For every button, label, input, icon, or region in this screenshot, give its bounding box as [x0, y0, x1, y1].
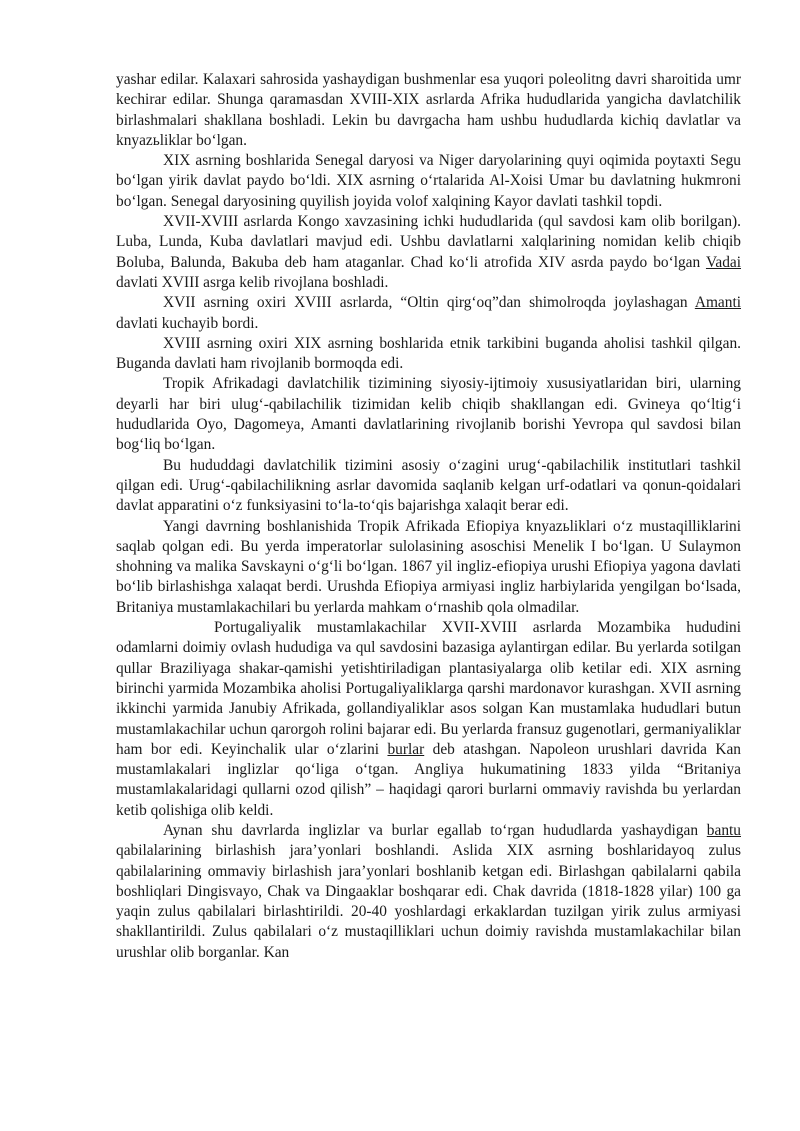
bantu-link[interactable]: bantu — [706, 821, 741, 839]
paragraph-5: XVIII asrning oxiri XIX asrning boshlarida etnik tarkibini buganda aholisi tashkil qilgan. Buganda davlati ham rivojlanib bormoqda edi. — [116, 334, 741, 373]
paragraph-10 — [116, 821, 741, 963]
paragraph-7: Bu hududdagi davlatchilik tizimini asosiy o‘zagini urug‘-qabilachilik institutlari tashkil qilgan edi. Urug‘-qabilachilikning asrlar davomida saqlanib kelgan urf-odatlari va qonun-qoidalari davlat apparatini o‘z funksiyasini to‘la-to‘qis bajarishga xalaqit berar edi. — [116, 456, 741, 515]
paragraph-4 — [116, 293, 741, 334]
paragraph-9-text-end: deb atashgan. Napoleon urushlari davrida Kan mustamlakalari inglizlar qo‘liga o‘tgan. Angliya hukumatining 1833 yilda “Britaniya mustamlakalaridagi qullarni ozod qilish” – haqidagi qarori burlarni ommaviy ravishda bu yerlardan ketib qolishiga olib keldi. — [116, 740, 741, 819]
burlar-link[interactable]: burlar — [387, 740, 425, 758]
paragraph-10-text-start: Aynan shu davrlarda inglizlar va burlar egallab to‘rgan hududlarda yashaydigan — [163, 821, 707, 839]
paragraph-2: XIX asrning boshlarida Senegal daryosi va Niger daryolarining quyi oqimida poytaxti Segu bo‘lgan yirik davlat paydo bo‘ldi. XIX asrning o‘rtalarida Al-Xoisi Umar bu davlatning hukmroni bo‘lgan. Senegal daryosining quyilish joyida volof xalqining Kayor davlati tashkil topdi. — [116, 152, 741, 210]
vadai-link[interactable]: Vadai — [705, 253, 741, 271]
document-page — [116, 70, 741, 963]
paragraph-10-text-end: qabilalarining birlashish jara’yonlari boshlandi. Aslida XIX asrning boshlaridayoq zulus qabilalarining ommaviy birlashish jara’yonlari boshlanib ketgan edi. Birlashgan qabilalarni qabila boshliqlari Dingisvayo, Chak va Dingaaklar boshqarar edi. Chak davrida (1818-1828 yilar) 100 ga yaqin zulus qabilalari birlashtirildi. 20-40 yoshlardagi erkaklardan tuzilgan yirik zulus armiyasi shakllantirildi. Zulus qabilalari o‘z mustaqilliklari uchun doimiy ravishda mustamlakachilar bilan urushlar olib borganlar. Kan — [116, 842, 741, 961]
paragraph-6: Tropik Afrikadagi davlatchilik tizimining siyosiy-ijtimoiy xususiyatlaridan biri, ularning deyarli har biri ulug‘-qabilachilik tizimidan kelib chiqib shakllangan edi. Gvineya qo‘ltig‘i hududlarida Oyo, Dagomeya, Amanti davlatlarining rivojlanib borishi Yevropa qul savdosi bilan bog‘liq bo‘lgan. — [116, 375, 741, 454]
paragraph-9-text-start: Portugaliyalik mustamlakachilar XVII-XVIII asrlarda Mozambika hududini odamlarni doimiy ovlash hududiga va qul savdosini bazasiga aylantirgan edilar. Bu yerlarda sotilgan qullar Braziliyaga shakar-qamishi yetishtiriladigan plantasiyalarga olib ketilar edi. XIX asrning birinchi yarmida Mozambika aholisi Portugaliyaliklarga qarshi mardonavor kurashgan. XVII asrning ikkinchi yarmida Janubiy Afrikada, gollandiyaliklar asos solgan Kan mustamlaka hududlari butun mustamlakachilar uchun qarorgoh rolini bajarar edi. Bu yerlarda fransuz gugenotlari, germaniyaliklar ham bor edi. Keyinchalik ular o‘zlarini — [116, 619, 741, 758]
amanti-link[interactable]: Amanti — [694, 294, 741, 312]
paragraph-8: Yangi davrning boshlanishida Tropik Afrikada Efiopiya knyazьliklari o‘z mustaqilliklarini saqlab qolgan edi. Bu yerda imperatorlar sulolasining asoschisi Menelik I bo‘lgan. U Sulaymon shohning va malika Savskayni o‘g‘li bo‘lgan. 1867 yil ingliz-efiopiya urushi Efiopiya yagona davlati bo‘lib birlashishga xalaqat berdi. Urushda Efiopiya armiyasi ingliz harbiylarida yengilgan bo‘lsada, Britaniya mustamlakachilari bu yerlarda mahkam o‘rnashib qola olmadilar. — [116, 517, 741, 616]
paragraph-3-text-start: XVII-XVIII asrlarda Kongo xavzasining ichki hududlarida (qul savdosi kam olib borilgan). Luba, Lunda, Kuba davlatlari mavjud edi. Ushbu davlatlarni xalqlarining nomidan kelib chiqib Boluba, Balunda, Bakuba deb ham ataganlar. Chad ko‘li atrofida XIV asrda paydo bo‘lgan — [116, 213, 741, 271]
paragraph-4-text-start: XVII asrning oxiri XVIII asrlarda, “Oltin qirg‘oq”dan shimolroqda joylashagan — [163, 294, 695, 312]
paragraph-9 — [116, 618, 741, 821]
paragraph-4-text-end: davlati kuchayib bordi. — [116, 314, 259, 332]
paragraph-1: yashar edilar. Kalaxari sahrosida yashaydigan bushmenlar esa yuqori poleolitng davri sharoitida umr kechirar edilar. Shunga qaramasdan XVIII-XIX asrlarda Afrika hududlarida yangicha davlatchilik birlashmalari shakllana boshladi. Lekin bu davrgacha ham ushbu hududlarda kichiq davlatlar va knyazьliklar bo‘lgan. — [116, 71, 741, 149]
paragraph-3 — [116, 212, 741, 293]
paragraph-3-text-end: davlati XVIII asrga kelib rivojlana boshladi. — [116, 273, 389, 291]
